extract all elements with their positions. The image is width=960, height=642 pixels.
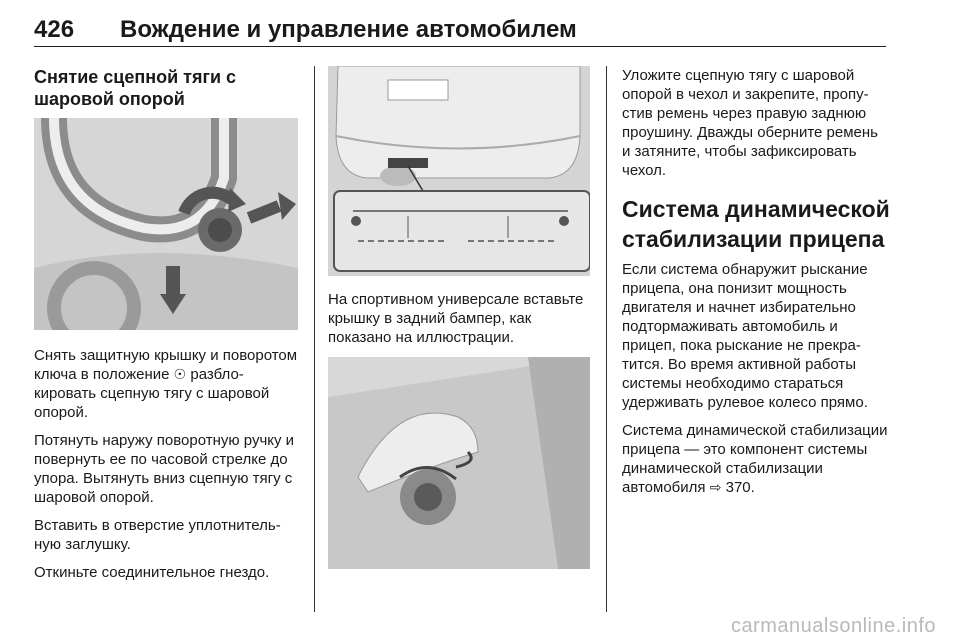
- chapter-title: Вождение и управление автомобилем: [120, 16, 577, 43]
- instruction-paragraph: Потянуть наружу поворотную ручку и повернуть ее по часовой стрелке до упора. Вытянуть вниз сцепную тягу с шаровой опорой.: [34, 432, 295, 506]
- column-left: [34, 66, 298, 591]
- page-header: [34, 10, 886, 47]
- column-divider: [606, 66, 607, 612]
- page-reference-arrow-icon: ⇨: [709, 479, 722, 495]
- instruction-paragraph: Откиньте соединительное гнездо.: [34, 564, 270, 581]
- column-right: [622, 66, 890, 506]
- trunk-storage-illustration: [328, 357, 590, 569]
- instruction-paragraph: Уложите сцепную тягу с шаровой опорой в чехол и закрепите, пропустив ремень через правую заднюю проушину. Дважды оберните ремень и затяните, чтобы зафиксировать чехол.: [622, 67, 878, 179]
- column-middle: [328, 66, 590, 569]
- key-lock-symbol-icon: ☉: [173, 366, 187, 382]
- instruction-paragraph: Вставить в отверстие уплотнительную заглушку.: [34, 517, 281, 553]
- page-number: 426: [34, 16, 75, 43]
- rear-bumper-cover-illustration: [328, 66, 590, 276]
- watermark: carmanualsonline.info: [730, 615, 936, 637]
- instruction-paragraph: На спортивном универсале вставьте крышку в задний бампер, как показано на иллюстрации.: [328, 291, 584, 346]
- towbar-removal-illustration: [34, 118, 298, 330]
- section-heading: Снятие сцепной тяги с шаровой опорой: [34, 67, 237, 109]
- description-paragraph: Если система обнаружит рыскание прицепа, она понизит мощность двигателя и начнет избирательно подтормаживать автомобиль и прицеп, пока рыскание не прекратится. Во время активной работы системы необходимо стараться удерживать рулевое колесо прямо.: [622, 261, 868, 411]
- description-paragraph: Система динамической стабилизации прицепа — это компонент системы динамической стабилизации автомобиля ⇨ 370.: [622, 422, 888, 496]
- column-divider: [314, 66, 315, 612]
- page-reference[interactable]: 370.: [725, 479, 755, 496]
- instruction-paragraph: Снять защитную крышку и поворотом ключа в положение ☉ разблокировать сцепную тягу с шаровой опорой.: [34, 347, 298, 421]
- section-heading: Система динамической стабилизации прицепа: [622, 196, 890, 252]
